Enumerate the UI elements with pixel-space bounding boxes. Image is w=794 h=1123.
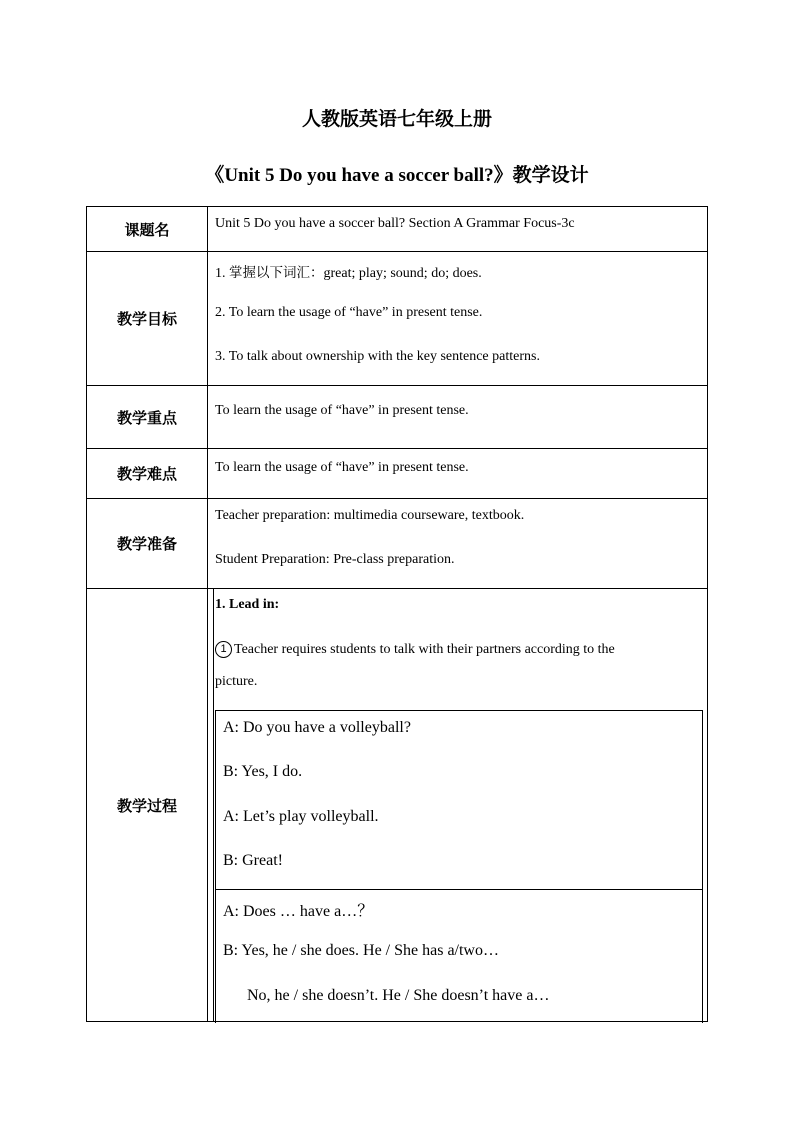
dialog-box-2 — [215, 889, 703, 1023]
document-subtitle — [0, 160, 794, 187]
subtitle-unit: Unit 5 Do you have a soccer ball? — [224, 165, 494, 186]
dialog-2-line-3: No, he / she doesn’t. He / She doesn’t have a… — [247, 987, 550, 1004]
objective-2: 2. To learn the usage of “have” in present tense. — [215, 305, 483, 320]
difficulties-cell — [208, 449, 707, 498]
preparation-label: 教学准备 — [87, 499, 208, 588]
subtitle-open-bracket: 《 — [205, 165, 225, 186]
step-text-continued: picture. — [215, 674, 258, 689]
key-points-row — [87, 386, 707, 449]
topic-value: Unit 5 Do you have a soccer ball? Section A Grammar Focus-3c — [215, 216, 575, 231]
student-preparation: Student Preparation: Pre-class preparation. — [215, 552, 455, 567]
step-text: Teacher requires students to talk with their partners according to the — [234, 642, 615, 657]
objectives-cell — [208, 252, 707, 385]
step-number-circle: 1 — [215, 641, 232, 658]
lead-in-step — [215, 641, 615, 658]
objective-1 — [215, 261, 482, 282]
preparation-cell — [208, 499, 707, 588]
difficulties-label: 教学难点 — [87, 449, 208, 498]
objective-1-cn: 掌握以下词汇： — [229, 265, 324, 281]
objective-1-words: great; play; sound; do; does. — [323, 266, 482, 281]
process-label: 教学过程 — [87, 589, 208, 1021]
document-title: 人教版英语七年级上册 — [301, 108, 492, 130]
dialog-2-line-2: B: Yes, he / she does. He / She has a/two… — [223, 942, 499, 959]
dialog-1-line-3: A: Let’s play volleyball. — [223, 808, 379, 825]
preparation-row — [87, 499, 707, 589]
objectives-row — [87, 252, 707, 386]
topic-row — [87, 207, 707, 252]
key-points-value: To learn the usage of “have” in present tense. — [215, 403, 469, 418]
topic-label: 课题名 — [87, 207, 208, 251]
dialog-box-1 — [215, 710, 703, 890]
inner-divider — [213, 589, 214, 1021]
dialog-1-line-4: B: Great! — [223, 852, 283, 869]
difficulties-value: To learn the usage of “have” in present tense. — [215, 460, 469, 475]
lead-in-heading: 1. Lead in: — [215, 597, 280, 612]
dialog-1-line-2: B: Yes, I do. — [223, 763, 303, 780]
subtitle-close-bracket: 》 — [493, 165, 513, 186]
teacher-preparation: Teacher preparation: multimedia courseware, textbook. — [215, 508, 525, 523]
difficulties-row — [87, 449, 707, 499]
objectives-label: 教学目标 — [87, 252, 208, 385]
objective-3: 3. To talk about ownership with the key sentence patterns. — [215, 349, 540, 364]
key-points-label: 教学重点 — [87, 386, 208, 448]
topic-cell — [208, 207, 707, 251]
dialog-2-line-1: A: Does … have a…？ — [223, 903, 374, 920]
dialog-1-line-1: A: Do you have a volleyball? — [223, 719, 411, 736]
lesson-plan-table — [86, 206, 708, 1022]
subtitle-design: 教学设计 — [512, 164, 589, 186]
key-points-cell — [208, 386, 707, 448]
objective-1-number: 1. — [215, 266, 229, 281]
